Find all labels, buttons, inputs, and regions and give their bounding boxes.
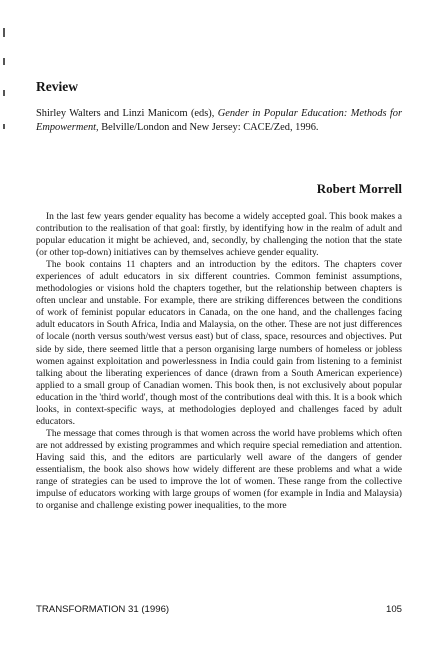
scan-edge-mark <box>3 58 5 65</box>
body-paragraph: The message that comes through is that women across the world have problems which often are not addressed by existing programmes and which require special remediation and attention. Having said this, and the editors are particularly well aware of the dangers of gender essentialism, the book also shows how widely different are these problems and what a wide range of strategies can be used to improve the lot of women. These range from the collective impulse of educators working with large groups of women (for example in India and Malaysia) to organise and challenge existing power inequalities, to the more <box>36 427 402 512</box>
citation-editors: Shirley Walters and Linzi Manicom (eds), <box>36 108 215 119</box>
citation-publisher: Belville/London and New Jersey: CACE/Zed, 1996. <box>101 122 319 133</box>
citation-title: Gender in Popular Education: Methods for Empowerment, <box>36 108 402 133</box>
section-heading: Review <box>36 79 78 94</box>
body-paragraph: In the last few years gender equality has become a widely accepted goal. This book makes a contribution to the realisation of that goal: firstly, by identifying how in the realm of adult and popular education it might be achieved, and, secondly, by challenging the notion that the state (or other top-down) initiatives can by themselves achieve gender equality. <box>36 211 402 259</box>
body-paragraph: The book contains 11 chapters and an introduction by the editors. The chapters cover experiences of adult educators in six different countries. Common feminist assumptions, methodologies or visions hold the chapters together, but the relationship between chapters is often unclear and unstable. For example, there are striking differences between the conditions of work of feminist popular educators in Canada, on the one hand, and the challenges facing adult educators in South Africa, India and Malaysia, on the other. These are not just differences of locale (north versus south/west versus east) but of class, space, resources and objectives. Put side by side, there seemed little that a person organising large numbers of homeless or jobless women against exploitation and powerlessness in India could gain from listening to a feminist talking about the liberating experiences of dance (drawn from a South American experience) applied to a small group of Canadian women. This book then, is not exclusively about popular education in the 'third world', though most of the contributions deal with this. It is a book which looks, in context-specific ways, at methodologies deployed and challenges faced by adult educators. <box>36 259 402 427</box>
page-footer <box>36 604 402 615</box>
scan-edge-mark <box>3 28 5 37</box>
scan-edge-mark <box>3 90 5 96</box>
review-body <box>36 211 402 512</box>
reviewer-name: Robert Morrell <box>316 181 402 196</box>
journal-citation: TRANSFORMATION 31 (1996) <box>36 604 170 615</box>
page-number: 105 <box>385 604 402 615</box>
book-citation <box>36 107 402 135</box>
scan-edge-mark <box>3 124 5 129</box>
